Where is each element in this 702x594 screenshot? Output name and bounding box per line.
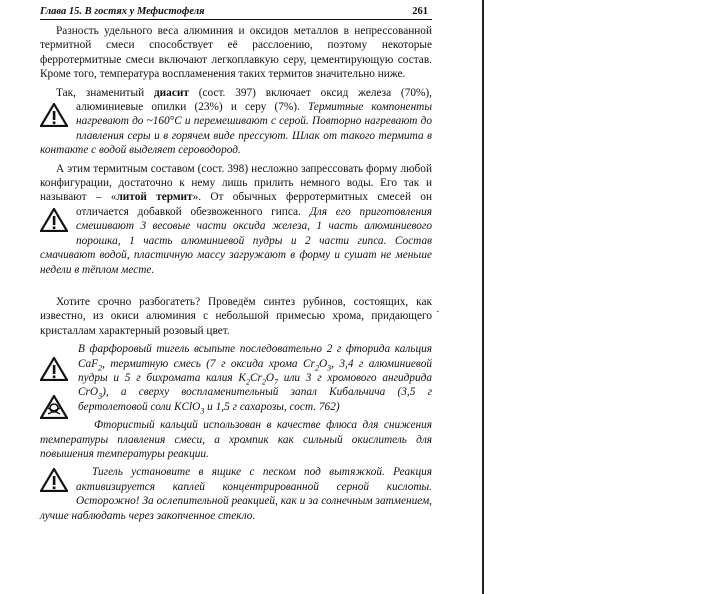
page-edge-line — [482, 0, 484, 594]
paragraph-1: Разность удельного веса алюминия и оксидов металлов в непрессованной термитной смеси способствует её расслоению, поэтому некоторые ферротермитные смеси включают легкоплавкую серу, цементирующую состав. Кроме того, температура воспламенения таких термитов значительно ниже. — [40, 25, 432, 81]
paragraph-4: Хотите срочно разбогатеть? Проведём синтез рубинов, состоящих, как известно, из окиси алюминия с небольшой примесью хрома, придающего кристаллам характерный розовый цвет. — [40, 295, 432, 337]
page-number: 261 — [412, 6, 428, 17]
instruction-text: Термитные компоненты нагревают до ~160°С и перемешивают с серой. Повторно нагревают до плавления серы и в горячем виде прессуют. Шлак от такого термита в контакте с водой выделяет сероводород. — [40, 101, 432, 157]
term-diasit: диасит — [153, 86, 189, 99]
paragraph-3: А этим термитным составом (сост. 398) несложно запрессовать форму любой конфигурации, достаточно к нему лишь прилить немного воды. Его так и называют – «литой термит». От обычных ферротермитных смесей он отличается добавкой обезвоженного гипса. Для его приготовления смешивают 3 весовые части оксида железа, 1 часть алюминиевого порошка, 1 часть алюминиевой пудры и 2 части гипса. Состав смачивают водой, пластичную массу загружают в форму и сушат не меньше недели в тёплом месте. — [40, 162, 432, 276]
paragraph-6: Фтористый кальций использован в качестве флюса для снижения температуры плавления смеси, а хромпик как сильный окислитель для повышения температуры реакции. — [40, 419, 432, 460]
skull-warning-icon — [40, 395, 74, 419]
term-cast-thermite: литой термит — [116, 191, 193, 204]
warning-icon — [40, 208, 70, 234]
warning-icon-stack — [40, 342, 74, 419]
chapter-title: Глава 15. В гостях у Мефистофеля — [40, 6, 205, 17]
paragraph-5: В фарфоровый тигель всыпьте последовательно 2 г фторида кальция CaF$_2$, термитную смесь (7 г оксида хрома $Cr_2O_3$, 3,4 г алюминиевой пудры и 5 г бихромата калия $K_2Cr_2O_7$ или 3 г хромового ангидрида CrO$_3$), а сверху воспламенительный запал Кибальчича (3,5 г бертолетовой соли KClO$_3$ и 1,5 г сахарозы, сост. 762) — [78, 343, 433, 415]
stray-mark: · — [436, 306, 440, 318]
instruction-text: Для его приготовления смешивают 3 весовые части оксида железа, 1 часть алюминиевого порошка, 1 часть алюминиевой пудры и 2 части гипса. Состав смачивают водой, пластичную массу загружают в форму и сушат не меньше недели в тёплом месте. — [40, 205, 432, 276]
paragraph-7: Тигель установите в ящике с песком под вытяжкой. Реакция активизируется каплей концентрированной серной кислоты. Осторожно! За ослепительной реакцией, как и за солнечным затмением, лучше наблюдать через закопченное стекло. — [40, 466, 432, 522]
running-header — [40, 5, 432, 20]
page-body — [40, 24, 432, 527]
warning-icon — [40, 103, 70, 129]
warning-icon — [40, 468, 70, 494]
ruby-synthesis-block — [40, 342, 432, 414]
paragraph-2: Так, знаменитый диасит (сост. 397) включает оксид железа (70%), алюминиевые опилки (23%) и серу (7%). Термитные компоненты нагревают до ~160°С и перемешивают с серой. Повторно нагревают до плавления серы и в горячем виде прессуют. Шлак от такого термита в контакте с водой выделяет сероводород. — [40, 86, 432, 157]
warning-icon — [40, 357, 74, 381]
